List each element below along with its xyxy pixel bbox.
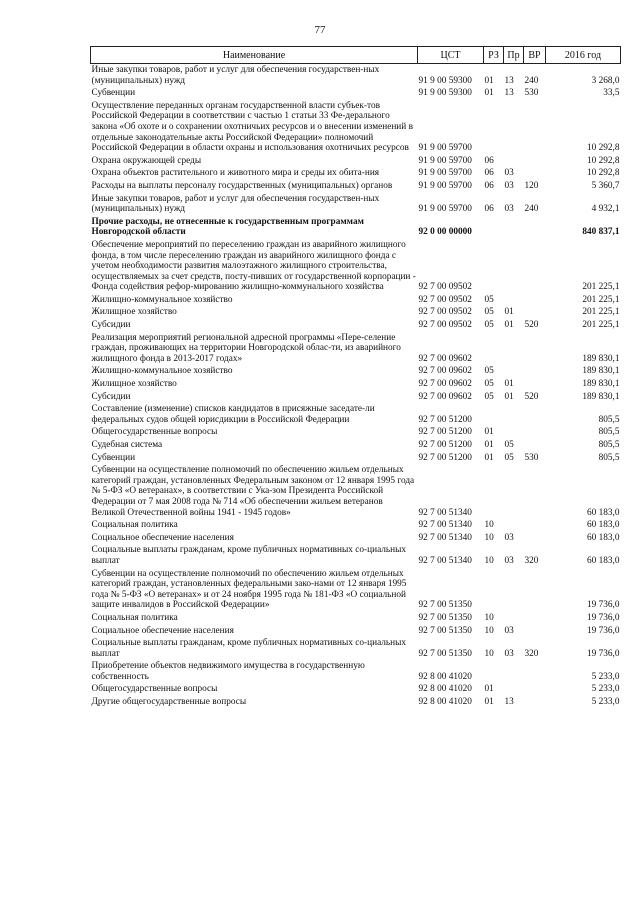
table-row (91, 625, 621, 638)
header-vr: ВР (524, 47, 546, 64)
row-rz-cell (484, 403, 504, 426)
row-amount-cell: 10 292,8 (586, 155, 620, 166)
table-row (91, 637, 621, 660)
row-cst-cell: 92 7 00 51340 (418, 555, 472, 566)
row-amount-cell: 19 736,0 (586, 600, 620, 611)
row-cst-cell: 92 8 00 41020 (418, 671, 472, 682)
row-vr-cell (524, 519, 546, 532)
row-amount-cell: 5 233,0 (591, 671, 620, 682)
table-row (91, 403, 621, 426)
row-rz-cell: 01 (484, 75, 494, 86)
row-name-cell: Субсидии (91, 320, 131, 331)
row-cst-cell: 92 8 00 41020 (418, 697, 472, 708)
row-rz-cell (484, 332, 504, 366)
table-body (91, 64, 621, 709)
budget-table (90, 46, 621, 709)
row-rz-cell: 10 (484, 648, 494, 659)
row-vr-cell (524, 403, 546, 426)
row-amount-cell: 189 830,1 (582, 353, 620, 364)
row-amount-cell: 19 736,0 (586, 648, 620, 659)
row-amount-cell: 5 233,0 (591, 697, 620, 708)
table-row (91, 544, 621, 567)
row-rz-cell: 01 (484, 697, 494, 708)
table-row (91, 306, 621, 319)
row-amount-cell: 805,5 (598, 414, 620, 425)
row-name-cell: Другие общегосударственные вопросы (91, 697, 247, 708)
row-name-cell: Социальная политика (91, 520, 178, 531)
table-row (91, 64, 621, 88)
row-pr-cell (504, 403, 524, 426)
row-name-cell: Реализация мероприятий региональной адресной программы «Пере-селение граждан, проживающих на территории Новгородской облас-ти, из аварийного жилищного фонда в 2013-2017 годах» (91, 332, 401, 364)
row-rz-cell (484, 100, 504, 155)
table-row (91, 426, 621, 439)
row-vr-cell (524, 167, 546, 180)
table-row (91, 696, 621, 709)
row-rz-cell: 10 (484, 612, 494, 623)
row-pr-cell: 03 (504, 532, 514, 543)
row-rz-cell: 05 (484, 320, 494, 331)
table-row (91, 391, 621, 404)
row-cst-cell: 92 7 00 51200 (418, 414, 472, 425)
row-rz-cell: 10 (484, 625, 494, 636)
row-amount-cell: 201 225,1 (582, 320, 620, 331)
row-cst-cell: 92 7 00 09602 (418, 391, 472, 402)
row-rz-cell: 01 (484, 427, 494, 438)
row-amount-cell: 189 830,1 (582, 391, 620, 402)
row-rz-cell: 01 (484, 440, 494, 450)
row-amount-cell: 201 225,1 (582, 294, 620, 305)
row-amount-cell: 4 932,1 (591, 204, 620, 215)
row-pr-cell (504, 216, 524, 239)
row-vr-cell (524, 294, 546, 307)
row-name-cell: Прочие расходы, не отнесенные к государственным программам Новгородской области (91, 216, 364, 238)
row-name-cell: Иные закупки товаров, работ и услуг для обеспечения государствен-ных (муниципальных) нужд (91, 65, 380, 86)
row-rz-cell: 06 (484, 155, 494, 166)
row-cst-cell: 92 7 00 51340 (418, 532, 472, 543)
row-cst-cell: 92 7 00 51350 (418, 600, 472, 611)
row-rz-cell: 05 (484, 379, 494, 390)
header-cst: ЦСТ (418, 47, 484, 64)
row-amount-cell: 189 830,1 (582, 379, 620, 390)
row-pr-cell: 13 (504, 75, 514, 86)
row-vr-cell (524, 426, 546, 439)
row-amount-cell: 189 830,1 (582, 366, 620, 377)
row-vr-cell: 320 (524, 648, 539, 659)
row-name-cell: Социальная политика (91, 612, 178, 623)
table-row (91, 239, 621, 294)
table-row (91, 180, 621, 193)
row-rz-cell: 06 (484, 180, 494, 191)
row-amount-cell: 5 360,7 (591, 180, 620, 191)
row-rz-cell: 05 (484, 366, 494, 377)
row-cst-cell: 92 7 00 51350 (418, 612, 472, 623)
row-name-cell: Жилищное хозяйство (91, 379, 177, 390)
row-cst-cell: 92 7 00 09502 (418, 320, 472, 331)
row-name-cell: Социальные выплаты гражданам, кроме публичных нормативных со-циальных выплат (91, 638, 407, 659)
row-vr-cell: 240 (524, 75, 539, 86)
row-pr-cell: 01 (504, 379, 514, 390)
table-row (91, 464, 621, 519)
row-pr-cell: 01 (504, 307, 514, 318)
row-pr-cell: 03 (504, 168, 514, 179)
row-pr-cell: 05 (504, 440, 514, 450)
row-pr-cell: 01 (504, 320, 514, 331)
row-vr-cell: 320 (524, 555, 539, 566)
row-pr-cell (504, 100, 524, 155)
row-vr-cell (524, 378, 546, 391)
row-vr-cell: 530 (524, 88, 539, 99)
row-rz-cell: 05 (484, 307, 494, 318)
row-amount-cell: 805,5 (598, 452, 620, 463)
row-name-cell: Расходы на выплаты персоналу государственных (муниципальных) органов (91, 180, 393, 191)
row-vr-cell (524, 439, 546, 452)
row-pr-cell: 03 (504, 180, 514, 191)
row-cst-cell: 92 7 00 51340 (418, 507, 472, 518)
table-row (91, 365, 621, 378)
header-rz: РЗ (484, 47, 504, 64)
row-vr-cell (524, 625, 546, 638)
table-row (91, 100, 621, 155)
row-cst-cell: 91 9 00 59700 (418, 204, 472, 215)
row-rz-cell: 06 (484, 168, 494, 179)
row-vr-cell (524, 660, 546, 683)
row-name-cell: Общегосударственные вопросы (91, 684, 218, 695)
row-name-cell: Субсидии (91, 391, 131, 402)
row-rz-cell: 10 (484, 532, 494, 543)
row-vr-cell (524, 568, 546, 612)
row-name-cell: Иные закупки товаров, работ и услуг для обеспечения государствен-ных (муниципальных) нужд (91, 193, 380, 215)
row-cst-cell: 92 7 00 09502 (418, 294, 472, 305)
row-name-cell: Жилищное хозяйство (91, 307, 177, 318)
row-vr-cell (524, 306, 546, 319)
row-amount-cell: 60 183,0 (586, 520, 620, 531)
row-rz-cell: 10 (484, 555, 494, 566)
row-cst-cell: 92 8 00 41020 (418, 684, 472, 695)
row-amount-cell: 805,5 (598, 427, 620, 438)
row-cst-cell: 92 7 00 51200 (418, 440, 472, 450)
row-name-cell: Жилищно-коммунальное хозяйство (91, 294, 233, 305)
row-pr-cell: 03 (504, 204, 514, 215)
row-amount-cell: 805,5 (598, 440, 620, 450)
row-cst-cell: 92 7 00 09602 (418, 353, 472, 364)
row-vr-cell (524, 216, 546, 239)
table-row (91, 87, 621, 100)
table-row (91, 660, 621, 683)
table-row (91, 332, 621, 366)
row-vr-cell (524, 155, 546, 168)
row-pr-cell: 13 (504, 88, 514, 99)
row-name-cell: Социальное обеспечение населения (91, 532, 234, 543)
row-name-cell: Охрана объектов растительного и животного мира и среды их обита-ния (91, 168, 380, 179)
row-cst-cell: 91 9 00 59700 (418, 168, 472, 179)
row-amount-cell: 5 233,0 (591, 684, 620, 695)
header-name: Наименование (91, 47, 418, 64)
row-rz-cell: 01 (484, 88, 494, 99)
row-pr-cell: 01 (504, 391, 514, 402)
row-cst-cell: 91 9 00 59700 (418, 155, 472, 166)
row-pr-cell (504, 155, 524, 168)
row-amount-cell: 60 183,0 (586, 555, 620, 566)
row-amount-cell: 60 183,0 (586, 532, 620, 543)
row-pr-cell: 13 (504, 697, 514, 708)
row-vr-cell (524, 464, 546, 519)
table-row (91, 378, 621, 391)
row-rz-cell (484, 239, 504, 294)
table-row (91, 519, 621, 532)
row-pr-cell (504, 294, 524, 307)
row-vr-cell: 520 (524, 320, 539, 331)
page-number: 77 (314, 24, 326, 36)
row-vr-cell: 520 (524, 391, 539, 402)
row-rz-cell (484, 568, 504, 612)
row-amount-cell: 201 225,1 (582, 307, 620, 318)
row-rz-cell: 01 (484, 452, 494, 463)
row-pr-cell: 03 (504, 555, 514, 566)
row-vr-cell (524, 612, 546, 625)
row-rz-cell (484, 464, 504, 519)
row-name-cell: Обеспечение мероприятий по переселению граждан из аварийного жилищного фонда, в том числе переселению граждан из аварийного жилищного фонда с учетом необходимости развития малоэтажного жилищного строительства, осуществляемых за счет средств, посту-пивших от государственной корпорации - Фонда содействия рефор-мированию жилищно-коммунального хозяйства (91, 239, 416, 293)
table-header-row (91, 47, 621, 64)
row-name-cell: Субвенции на осуществление полномочий по обеспечению жильем отдельных категорий граждан, установленных Федеральным законом от 12 января 1995 года № 5-ФЗ «О ветеранах», в соответствии с Ука-зом Президента Российской Федерации от 7 мая 2008 года № 714 «Об обеспечении жильем ветеранов Великой Отечественной войны 1941 - 1945 годов» (91, 465, 415, 518)
row-rz-cell: 05 (484, 294, 494, 305)
row-vr-cell (524, 696, 546, 709)
row-rz-cell: 01 (484, 684, 494, 695)
row-name-cell: Приобретение объектов недвижимого имущества в государственную собственность (91, 661, 365, 682)
row-name-cell: Субвенции (91, 452, 136, 463)
row-name-cell: Субвенции на осуществление полномочий по обеспечению жильем отдельных категорий граждан, установленных федеральными зако-нами от 12 января 1995 года № 5-ФЗ «О ветеранах» и от 24 ноября 1995 года № 181-ФЗ «О социальной защите инвалидов в Российской Федерации» (91, 568, 407, 611)
row-cst-cell: 92 7 00 51200 (418, 452, 472, 463)
table-row (91, 532, 621, 545)
row-amount-cell: 19 736,0 (586, 625, 620, 636)
row-rz-cell: 05 (484, 391, 494, 402)
row-amount-cell: 33,5 (603, 88, 620, 99)
row-amount-cell: 201 225,1 (582, 282, 620, 293)
row-name-cell: Осуществление переданных органам государственной власти субъек-тов Российской Федерации в соответствии с частью 1 статьи 33 Фе-дерального закона «Об охоте и о сохранении охотничьих ресурсов и о внесении изменений в отдельные законодательные акты Российской Федерации» полномочий Российской Федерации в области охраны и использования охотничьих ресурсов (91, 100, 413, 154)
table-row (91, 155, 621, 168)
row-cst-cell: 91 9 00 59700 (418, 143, 472, 154)
row-rz-cell (484, 660, 504, 683)
table-row (91, 216, 621, 239)
row-cst-cell: 91 9 00 59300 (418, 88, 472, 99)
table-row (91, 612, 621, 625)
row-pr-cell (504, 683, 524, 696)
row-name-cell: Социальные выплаты гражданам, кроме публичных нормативных со-циальных выплат (91, 545, 407, 566)
table-row (91, 294, 621, 307)
row-cst-cell: 92 7 00 51200 (418, 427, 472, 438)
row-cst-cell: 92 7 00 51350 (418, 648, 472, 659)
row-cst-cell: 91 9 00 59300 (418, 75, 472, 86)
row-pr-cell: 05 (504, 452, 514, 463)
row-vr-cell (524, 332, 546, 366)
row-pr-cell (504, 365, 524, 378)
row-cst-cell: 92 7 00 09502 (418, 307, 472, 318)
row-pr-cell (504, 239, 524, 294)
row-cst-cell: 92 7 00 09602 (418, 366, 472, 377)
row-name-cell: Жилищно-коммунальное хозяйство (91, 366, 233, 377)
table-row (91, 167, 621, 180)
row-name-cell: Судебная система (91, 440, 163, 450)
row-vr-cell (524, 683, 546, 696)
row-rz-cell: 06 (484, 204, 494, 215)
row-vr-cell: 530 (524, 452, 539, 463)
row-cst-cell: 92 7 00 09602 (418, 379, 472, 390)
row-amount-cell: 60 183,0 (586, 507, 620, 518)
row-cst-cell: 92 7 00 51350 (418, 625, 472, 636)
row-pr-cell: 03 (504, 625, 514, 636)
row-rz-cell (484, 216, 504, 239)
row-amount-cell: 10 292,8 (586, 143, 620, 154)
row-pr-cell: 03 (504, 648, 514, 659)
row-cst-cell: 91 9 00 59700 (418, 180, 472, 191)
row-cst-cell: 92 7 00 51340 (418, 520, 472, 531)
row-amount-cell: 840 837,1 (582, 227, 620, 238)
row-cst-cell: 92 0 00 00000 (418, 227, 472, 238)
row-name-cell: Составление (изменение) списков кандидатов в присяжные заседате-ли федеральных судов общей юрисдикции в Российской Федерации (91, 404, 375, 425)
table-row (91, 193, 621, 216)
header-pr: Пр (504, 47, 524, 64)
row-vr-cell: 240 (524, 204, 539, 215)
row-vr-cell (524, 532, 546, 545)
row-amount-cell: 3 268,0 (591, 75, 620, 86)
row-pr-cell (504, 612, 524, 625)
header-amount: 2016 год (546, 47, 621, 64)
row-name-cell: Охрана окружающей среды (91, 155, 202, 166)
row-pr-cell (504, 332, 524, 366)
row-amount-cell: 19 736,0 (586, 612, 620, 623)
table-row (91, 683, 621, 696)
row-pr-cell (504, 464, 524, 519)
table-row (91, 319, 621, 332)
table-row (91, 452, 621, 465)
row-pr-cell (504, 660, 524, 683)
row-cst-cell: 92 7 00 09502 (418, 282, 472, 293)
row-name-cell: Субвенции (91, 88, 136, 99)
row-pr-cell (504, 426, 524, 439)
row-pr-cell (504, 519, 524, 532)
table-row (91, 568, 621, 612)
row-name-cell: Общегосударственные вопросы (91, 427, 218, 438)
row-vr-cell: 120 (524, 180, 539, 191)
row-rz-cell: 10 (484, 520, 494, 531)
table-row (91, 439, 621, 452)
row-vr-cell (524, 365, 546, 378)
row-vr-cell (524, 100, 546, 155)
row-pr-cell (504, 568, 524, 612)
row-name-cell: Социальное обеспечение населения (91, 625, 234, 636)
row-amount-cell: 10 292,8 (586, 168, 620, 179)
row-vr-cell (524, 239, 546, 294)
